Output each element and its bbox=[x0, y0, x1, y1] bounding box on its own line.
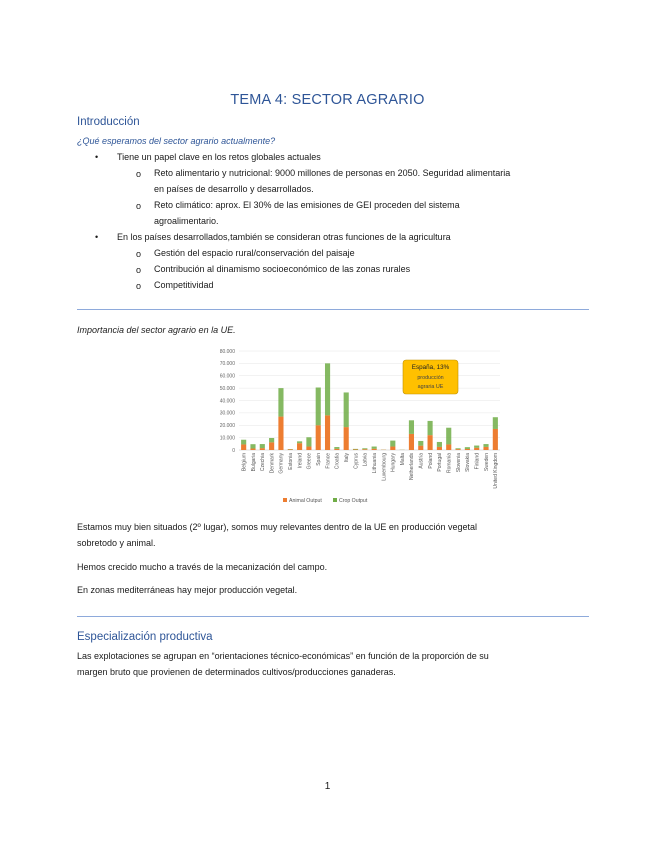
sub-bullet-marker: o bbox=[136, 169, 142, 179]
bar-animal-output bbox=[428, 435, 433, 450]
bar-crop-output bbox=[325, 363, 330, 415]
x-tick-label: United Kingdom bbox=[493, 453, 500, 489]
y-tick-label: 40.000 bbox=[219, 398, 235, 405]
bar-crop-output bbox=[493, 417, 498, 429]
x-tick-label: Spain bbox=[316, 453, 323, 466]
bar-crop-output bbox=[446, 428, 451, 445]
x-tick-label: Italy bbox=[343, 453, 350, 463]
bar-animal-output bbox=[372, 449, 377, 450]
x-tick-label: Estonia bbox=[288, 453, 295, 470]
legend-swatch-crop bbox=[333, 498, 337, 502]
text-line: Estamos muy bien situados (2º lugar), somos muy relevantes dentro de la UE en producción vegetal bbox=[77, 522, 477, 532]
text-line: agroalimentario. bbox=[154, 216, 219, 226]
y-tick-label: 10.000 bbox=[219, 435, 235, 442]
bar-crop-output bbox=[334, 447, 339, 449]
bar-animal-output bbox=[334, 449, 339, 450]
bar-animal-output bbox=[325, 415, 330, 450]
x-tick-label: Malta bbox=[399, 453, 406, 466]
bar-animal-output bbox=[446, 444, 451, 450]
bar-crop-output bbox=[483, 444, 488, 447]
bar-crop-output bbox=[437, 442, 442, 447]
bar-animal-output bbox=[474, 448, 479, 450]
y-tick-label: 60.000 bbox=[219, 373, 235, 380]
text-line: margen bruto que provienen de determinados cultivos/producciones ganaderas. bbox=[77, 667, 396, 677]
section-heading-especializacion: Especialización productiva bbox=[77, 631, 213, 643]
text-line: en países de desarrollo y desarrollados. bbox=[154, 184, 314, 194]
sub-bullet-text: Competitividad bbox=[154, 280, 214, 290]
bar-crop-output bbox=[269, 438, 274, 442]
bar-crop-output bbox=[372, 447, 377, 449]
x-tick-label: Cyprus bbox=[353, 453, 360, 469]
bar-animal-output bbox=[437, 447, 442, 450]
legend-swatch-animal bbox=[283, 498, 287, 502]
x-tick-label: Austria bbox=[418, 453, 425, 469]
bar-crop-output bbox=[250, 444, 255, 448]
bar-crop-output bbox=[306, 437, 311, 446]
bar-animal-output bbox=[455, 449, 460, 450]
sub-bullet-marker: o bbox=[136, 281, 142, 291]
sub-bullet-marker: o bbox=[136, 201, 142, 211]
bar-crop-output bbox=[428, 421, 433, 435]
bar-animal-output bbox=[418, 446, 423, 450]
text-line: Las explotaciones se agrupan en “orientaciones técnico-económicas” en función de la proporción de su bbox=[77, 651, 489, 661]
x-tick-label: Lithuania bbox=[371, 453, 378, 474]
bar-animal-output bbox=[344, 427, 349, 450]
bullet-text: Tiene un papel clave en los retos globales actuales bbox=[117, 152, 321, 162]
x-tick-label: Sweden bbox=[483, 453, 490, 472]
bar-crop-output bbox=[353, 449, 358, 450]
x-tick-label: Luxembourg bbox=[381, 453, 388, 481]
x-tick-label: Portugal bbox=[437, 453, 444, 472]
bar-animal-output bbox=[278, 417, 283, 450]
bar-animal-output bbox=[493, 429, 498, 450]
paragraph bbox=[77, 519, 589, 551]
paragraph: Hemos crecido mucho a través de la mecanización del campo. bbox=[77, 562, 328, 572]
x-tick-label: Denmark bbox=[269, 453, 276, 474]
callout-line: producción bbox=[417, 375, 444, 381]
text-line: Reto alimentario y nutricional: 9000 millones de personas en 2050. Seguridad alimentaria bbox=[154, 168, 511, 178]
page-number: 1 bbox=[324, 781, 331, 792]
y-tick-label: 0 bbox=[232, 447, 235, 454]
paragraph bbox=[77, 648, 589, 680]
legend-label-crop: Crop Output bbox=[339, 498, 368, 504]
bar-crop-output bbox=[241, 440, 246, 445]
sub-bullet-text bbox=[154, 165, 578, 197]
bar-animal-output bbox=[409, 434, 414, 450]
sub-bullet-marker: o bbox=[136, 249, 142, 259]
x-tick-label: Poland bbox=[427, 453, 434, 469]
chart-callout bbox=[403, 360, 458, 394]
x-tick-label: France bbox=[325, 453, 332, 469]
bar-crop-output bbox=[455, 448, 460, 449]
bar-crop-output bbox=[362, 448, 367, 449]
y-tick-label: 50.000 bbox=[219, 385, 235, 392]
x-tick-label: Germany bbox=[278, 453, 285, 474]
x-tick-label: Belgium bbox=[241, 453, 248, 472]
bullet-marker: • bbox=[95, 232, 99, 242]
bar-animal-output bbox=[260, 448, 265, 450]
bar-crop-output bbox=[260, 444, 265, 448]
x-tick-label: Latvia bbox=[362, 453, 369, 467]
bar-crop-output bbox=[418, 441, 423, 446]
x-tick-label: Netherlands bbox=[409, 453, 416, 480]
bar-animal-output bbox=[269, 442, 274, 450]
x-tick-label: Slovenia bbox=[455, 453, 462, 473]
bar-crop-output bbox=[316, 388, 321, 426]
legend-label-animal: Animal Output bbox=[289, 498, 322, 504]
bar-animal-output bbox=[297, 443, 302, 450]
bar-animal-output bbox=[306, 447, 311, 450]
text-line: Reto climático: aprox. El 30% de las emisiones de GEI proceden del sistema bbox=[154, 200, 460, 210]
x-tick-label: Hungary bbox=[390, 453, 397, 472]
y-tick-label: 20.000 bbox=[219, 423, 235, 430]
bar-crop-output bbox=[297, 441, 302, 443]
bar-animal-output bbox=[390, 447, 395, 450]
x-tick-label: Finland bbox=[474, 453, 481, 470]
y-tick-label: 80.000 bbox=[219, 348, 235, 355]
bar-crop-output bbox=[344, 392, 349, 427]
bullet-text: En los países desarrollados,también se consideran otras funciones de la agricultura bbox=[117, 232, 451, 242]
bar-crop-output bbox=[390, 441, 395, 447]
bar-animal-output bbox=[465, 449, 470, 450]
bar-crop-output bbox=[409, 420, 414, 434]
x-tick-label: Romania bbox=[446, 453, 453, 474]
bar-animal-output bbox=[483, 447, 488, 450]
chart-legend bbox=[283, 498, 368, 504]
x-tick-label: Greece bbox=[306, 453, 313, 470]
x-tick-label: Bulgaria bbox=[250, 453, 257, 472]
x-tick-label: Croatia bbox=[334, 453, 341, 470]
bar-crop-output bbox=[474, 446, 479, 448]
text-line: sobretodo y animal. bbox=[77, 538, 156, 548]
section-divider bbox=[77, 309, 589, 310]
document-title: TEMA 4: SECTOR AGRARIO bbox=[230, 92, 425, 108]
bar-animal-output bbox=[316, 425, 321, 450]
section-divider bbox=[77, 616, 589, 617]
y-tick-label: 30.000 bbox=[219, 410, 235, 417]
bar-animal-output bbox=[250, 449, 255, 450]
sub-bullet-text bbox=[154, 197, 578, 229]
paragraph: En zonas mediterráneas hay mejor producción vegetal. bbox=[77, 585, 298, 595]
callout-line: España, 13% bbox=[411, 364, 450, 371]
bar-crop-output bbox=[465, 447, 470, 449]
section-heading-introduccion: Introducción bbox=[77, 116, 140, 128]
x-tick-label: Czechia bbox=[260, 453, 267, 472]
sub-bullet-text: Contribución al dinamismo socioeconómico de las zonas rurales bbox=[154, 264, 411, 274]
bar-animal-output bbox=[241, 444, 246, 450]
x-tick-label: Ireland bbox=[297, 453, 304, 469]
callout-line: agraria UE bbox=[417, 384, 444, 390]
figure-caption: Importancia del sector agrario en la UE. bbox=[77, 325, 236, 335]
bar-animal-output bbox=[362, 449, 367, 450]
bar-animal-output bbox=[288, 449, 293, 450]
bar-crop-output bbox=[278, 388, 283, 416]
x-tick-label: Slovakia bbox=[465, 453, 472, 472]
y-tick-label: 70.000 bbox=[219, 361, 235, 368]
bar-chart bbox=[205, 343, 505, 507]
bullet-marker: • bbox=[95, 152, 99, 162]
intro-question: ¿Qué esperamos del sector agrario actualmente? bbox=[77, 136, 276, 146]
sub-bullet-text: Gestión del espacio rural/conservación del paisaje bbox=[154, 248, 355, 258]
sub-bullet-marker: o bbox=[136, 265, 142, 275]
